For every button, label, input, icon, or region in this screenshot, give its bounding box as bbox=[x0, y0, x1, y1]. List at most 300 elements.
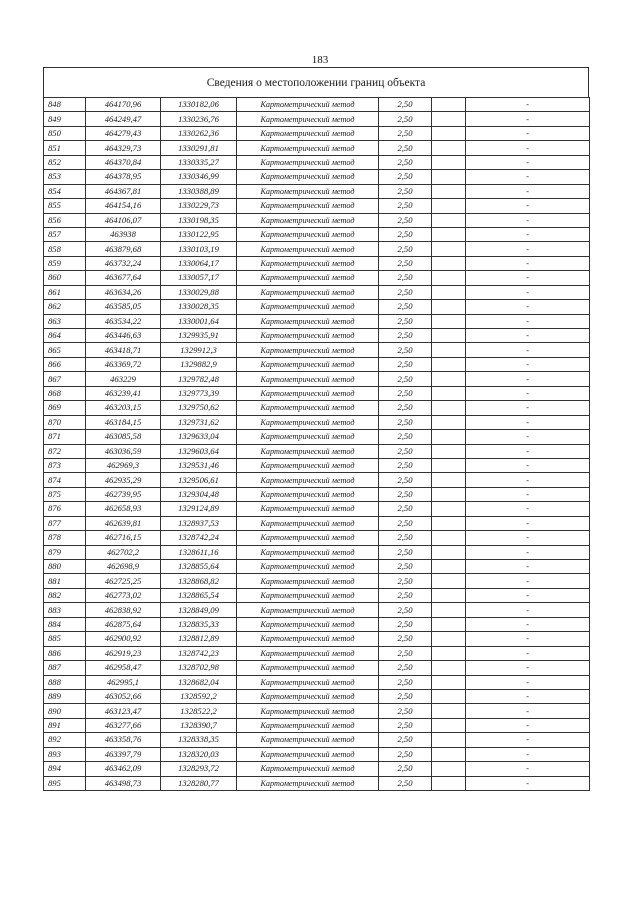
description-cell: - bbox=[466, 227, 590, 241]
y-coordinate-cell: 1330198,35 bbox=[161, 213, 237, 227]
description-cell: - bbox=[466, 747, 590, 761]
method-cell: Картометрический метод bbox=[237, 516, 379, 530]
point-number-cell: 885 bbox=[44, 632, 86, 646]
description-cell: - bbox=[466, 733, 590, 747]
description-cell: - bbox=[466, 516, 590, 530]
accuracy-cell: 2,50 bbox=[379, 776, 432, 790]
x-coordinate-cell: 463397,79 bbox=[86, 747, 161, 761]
empty-cell bbox=[432, 401, 466, 415]
accuracy-cell: 2,50 bbox=[379, 574, 432, 588]
accuracy-cell: 2,50 bbox=[379, 430, 432, 444]
description-cell: - bbox=[466, 372, 590, 386]
x-coordinate-cell: 464249,47 bbox=[86, 112, 161, 126]
y-coordinate-cell: 1329506,61 bbox=[161, 473, 237, 487]
coordinates-table bbox=[43, 97, 590, 791]
table-row bbox=[44, 430, 590, 444]
y-coordinate-cell: 1328682,04 bbox=[161, 675, 237, 689]
point-number-cell: 891 bbox=[44, 718, 86, 732]
x-coordinate-cell: 462716,15 bbox=[86, 531, 161, 545]
accuracy-cell: 2,50 bbox=[379, 314, 432, 328]
table-row bbox=[44, 747, 590, 761]
table-row bbox=[44, 458, 590, 472]
table-body bbox=[44, 98, 590, 791]
accuracy-cell: 2,50 bbox=[379, 285, 432, 299]
accuracy-cell: 2,50 bbox=[379, 473, 432, 487]
y-coordinate-cell: 1329935,91 bbox=[161, 329, 237, 343]
y-coordinate-cell: 1330028,35 bbox=[161, 300, 237, 314]
table-heading bbox=[43, 67, 589, 98]
accuracy-cell: 2,50 bbox=[379, 126, 432, 140]
x-coordinate-cell: 462995,1 bbox=[86, 675, 161, 689]
y-coordinate-cell: 1330335,27 bbox=[161, 155, 237, 169]
method-cell: Картометрический метод bbox=[237, 300, 379, 314]
method-cell: Картометрический метод bbox=[237, 256, 379, 270]
table-row bbox=[44, 126, 590, 140]
table-heading-text: Сведения о местоположении границ объекта bbox=[206, 76, 426, 89]
method-cell: Картометрический метод bbox=[237, 314, 379, 328]
method-cell: Картометрический метод bbox=[237, 415, 379, 429]
point-number-cell: 866 bbox=[44, 357, 86, 371]
point-number-cell: 854 bbox=[44, 184, 86, 198]
table-row bbox=[44, 603, 590, 617]
table-row bbox=[44, 213, 590, 227]
y-coordinate-cell: 1328855,64 bbox=[161, 560, 237, 574]
y-coordinate-cell: 1330388,89 bbox=[161, 184, 237, 198]
empty-cell bbox=[432, 415, 466, 429]
x-coordinate-cell: 463634,26 bbox=[86, 285, 161, 299]
x-coordinate-cell: 462919,23 bbox=[86, 646, 161, 660]
y-coordinate-cell: 1329731,62 bbox=[161, 415, 237, 429]
empty-cell bbox=[432, 661, 466, 675]
point-number-cell: 851 bbox=[44, 141, 86, 155]
description-cell: - bbox=[466, 762, 590, 776]
table-row bbox=[44, 401, 590, 415]
accuracy-cell: 2,50 bbox=[379, 646, 432, 660]
table-row bbox=[44, 199, 590, 213]
method-cell: Картометрический метод bbox=[237, 473, 379, 487]
y-coordinate-cell: 1328812,89 bbox=[161, 632, 237, 646]
x-coordinate-cell: 463369,72 bbox=[86, 357, 161, 371]
accuracy-cell: 2,50 bbox=[379, 560, 432, 574]
empty-cell bbox=[432, 733, 466, 747]
boundary-table-sheet bbox=[43, 67, 589, 791]
accuracy-cell: 2,50 bbox=[379, 762, 432, 776]
description-cell: - bbox=[466, 213, 590, 227]
y-coordinate-cell: 1328522,2 bbox=[161, 704, 237, 718]
point-number-cell: 879 bbox=[44, 545, 86, 559]
accuracy-cell: 2,50 bbox=[379, 516, 432, 530]
empty-cell bbox=[432, 689, 466, 703]
y-coordinate-cell: 1330182,06 bbox=[161, 98, 237, 112]
point-number-cell: 856 bbox=[44, 213, 86, 227]
table-row bbox=[44, 227, 590, 241]
x-coordinate-cell: 463239,41 bbox=[86, 386, 161, 400]
empty-cell bbox=[432, 531, 466, 545]
description-cell: - bbox=[466, 242, 590, 256]
accuracy-cell: 2,50 bbox=[379, 588, 432, 602]
x-coordinate-cell: 462639,81 bbox=[86, 516, 161, 530]
method-cell: Картометрический метод bbox=[237, 646, 379, 660]
accuracy-cell: 2,50 bbox=[379, 256, 432, 270]
x-coordinate-cell: 463358,76 bbox=[86, 733, 161, 747]
accuracy-cell: 2,50 bbox=[379, 184, 432, 198]
y-coordinate-cell: 1330262,36 bbox=[161, 126, 237, 140]
y-coordinate-cell: 1328293,72 bbox=[161, 762, 237, 776]
x-coordinate-cell: 462969,3 bbox=[86, 458, 161, 472]
table-row bbox=[44, 502, 590, 516]
x-coordinate-cell: 463585,05 bbox=[86, 300, 161, 314]
y-coordinate-cell: 1328611,16 bbox=[161, 545, 237, 559]
point-number-cell: 887 bbox=[44, 661, 86, 675]
point-number-cell: 880 bbox=[44, 560, 86, 574]
description-cell: - bbox=[466, 184, 590, 198]
accuracy-cell: 2,50 bbox=[379, 329, 432, 343]
x-coordinate-cell: 462838,92 bbox=[86, 603, 161, 617]
description-cell: - bbox=[466, 603, 590, 617]
accuracy-cell: 2,50 bbox=[379, 747, 432, 761]
empty-cell bbox=[432, 718, 466, 732]
table-row bbox=[44, 733, 590, 747]
description-cell: - bbox=[466, 487, 590, 501]
method-cell: Картометрический метод bbox=[237, 271, 379, 285]
empty-cell bbox=[432, 126, 466, 140]
empty-cell bbox=[432, 646, 466, 660]
accuracy-cell: 2,50 bbox=[379, 617, 432, 631]
point-number-cell: 853 bbox=[44, 170, 86, 184]
method-cell: Картометрический метод bbox=[237, 444, 379, 458]
empty-cell bbox=[432, 372, 466, 386]
empty-cell bbox=[432, 545, 466, 559]
table-row bbox=[44, 155, 590, 169]
table-row bbox=[44, 386, 590, 400]
method-cell: Картометрический метод bbox=[237, 357, 379, 371]
x-coordinate-cell: 462900,92 bbox=[86, 632, 161, 646]
y-coordinate-cell: 1329633,04 bbox=[161, 430, 237, 444]
method-cell: Картометрический метод bbox=[237, 689, 379, 703]
empty-cell bbox=[432, 184, 466, 198]
table-row bbox=[44, 487, 590, 501]
empty-cell bbox=[432, 98, 466, 112]
y-coordinate-cell: 1328742,24 bbox=[161, 531, 237, 545]
accuracy-cell: 2,50 bbox=[379, 242, 432, 256]
table-row bbox=[44, 516, 590, 530]
y-coordinate-cell: 1329124,89 bbox=[161, 502, 237, 516]
method-cell: Картометрический метод bbox=[237, 213, 379, 227]
y-coordinate-cell: 1330229,73 bbox=[161, 199, 237, 213]
x-coordinate-cell: 463732,24 bbox=[86, 256, 161, 270]
point-number-cell: 850 bbox=[44, 126, 86, 140]
empty-cell bbox=[432, 617, 466, 631]
y-coordinate-cell: 1329882,9 bbox=[161, 357, 237, 371]
x-coordinate-cell: 463229 bbox=[86, 372, 161, 386]
method-cell: Картометрический метод bbox=[237, 747, 379, 761]
accuracy-cell: 2,50 bbox=[379, 357, 432, 371]
accuracy-cell: 2,50 bbox=[379, 632, 432, 646]
point-number-cell: 875 bbox=[44, 487, 86, 501]
x-coordinate-cell: 462658,93 bbox=[86, 502, 161, 516]
point-number-cell: 871 bbox=[44, 430, 86, 444]
y-coordinate-cell: 1328849,09 bbox=[161, 603, 237, 617]
method-cell: Картометрический метод bbox=[237, 617, 379, 631]
method-cell: Картометрический метод bbox=[237, 372, 379, 386]
description-cell: - bbox=[466, 415, 590, 429]
description-cell: - bbox=[466, 357, 590, 371]
table-row bbox=[44, 343, 590, 357]
x-coordinate-cell: 464279,43 bbox=[86, 126, 161, 140]
table-row bbox=[44, 329, 590, 343]
method-cell: Картометрический метод bbox=[237, 343, 379, 357]
method-cell: Картометрический метод bbox=[237, 762, 379, 776]
table-row bbox=[44, 256, 590, 270]
description-cell: - bbox=[466, 155, 590, 169]
x-coordinate-cell: 464106,07 bbox=[86, 213, 161, 227]
y-coordinate-cell: 1330103,19 bbox=[161, 242, 237, 256]
point-number-cell: 882 bbox=[44, 588, 86, 602]
y-coordinate-cell: 1328742,23 bbox=[161, 646, 237, 660]
y-coordinate-cell: 1328592,2 bbox=[161, 689, 237, 703]
method-cell: Картометрический метод bbox=[237, 560, 379, 574]
x-coordinate-cell: 464154,16 bbox=[86, 199, 161, 213]
point-number-cell: 872 bbox=[44, 444, 86, 458]
description-cell: - bbox=[466, 617, 590, 631]
x-coordinate-cell: 463446,63 bbox=[86, 329, 161, 343]
description-cell: - bbox=[466, 574, 590, 588]
point-number-cell: 867 bbox=[44, 372, 86, 386]
empty-cell bbox=[432, 516, 466, 530]
table-row bbox=[44, 704, 590, 718]
x-coordinate-cell: 463184,15 bbox=[86, 415, 161, 429]
y-coordinate-cell: 1328865,54 bbox=[161, 588, 237, 602]
table-row bbox=[44, 588, 590, 602]
empty-cell bbox=[432, 603, 466, 617]
table-row bbox=[44, 675, 590, 689]
point-number-cell: 869 bbox=[44, 401, 86, 415]
point-number-cell: 890 bbox=[44, 704, 86, 718]
y-coordinate-cell: 1328835,33 bbox=[161, 617, 237, 631]
y-coordinate-cell: 1329304,48 bbox=[161, 487, 237, 501]
method-cell: Картометрический метод bbox=[237, 502, 379, 516]
description-cell: - bbox=[466, 704, 590, 718]
y-coordinate-cell: 1330291,81 bbox=[161, 141, 237, 155]
table-row bbox=[44, 285, 590, 299]
point-number-cell: 862 bbox=[44, 300, 86, 314]
description-cell: - bbox=[466, 776, 590, 790]
table-row bbox=[44, 560, 590, 574]
point-number-cell: 893 bbox=[44, 747, 86, 761]
empty-cell bbox=[432, 227, 466, 241]
method-cell: Картометрический метод bbox=[237, 545, 379, 559]
point-number-cell: 894 bbox=[44, 762, 86, 776]
y-coordinate-cell: 1328868,82 bbox=[161, 574, 237, 588]
x-coordinate-cell: 464367,81 bbox=[86, 184, 161, 198]
empty-cell bbox=[432, 386, 466, 400]
description-cell: - bbox=[466, 401, 590, 415]
x-coordinate-cell: 463036,59 bbox=[86, 444, 161, 458]
point-number-cell: 876 bbox=[44, 502, 86, 516]
table-row bbox=[44, 776, 590, 790]
table-row bbox=[44, 444, 590, 458]
y-coordinate-cell: 1328937,53 bbox=[161, 516, 237, 530]
accuracy-cell: 2,50 bbox=[379, 170, 432, 184]
point-number-cell: 863 bbox=[44, 314, 86, 328]
x-coordinate-cell: 464370,84 bbox=[86, 155, 161, 169]
method-cell: Картометрический метод bbox=[237, 199, 379, 213]
point-number-cell: 849 bbox=[44, 112, 86, 126]
method-cell: Картометрический метод bbox=[237, 661, 379, 675]
method-cell: Картометрический метод bbox=[237, 531, 379, 545]
empty-cell bbox=[432, 271, 466, 285]
table-row bbox=[44, 184, 590, 198]
table-row bbox=[44, 545, 590, 559]
empty-cell bbox=[432, 776, 466, 790]
method-cell: Картометрический метод bbox=[237, 227, 379, 241]
empty-cell bbox=[432, 632, 466, 646]
empty-cell bbox=[432, 242, 466, 256]
y-coordinate-cell: 1329773,39 bbox=[161, 386, 237, 400]
method-cell: Картометрический метод bbox=[237, 603, 379, 617]
description-cell: - bbox=[466, 444, 590, 458]
empty-cell bbox=[432, 675, 466, 689]
accuracy-cell: 2,50 bbox=[379, 733, 432, 747]
empty-cell bbox=[432, 762, 466, 776]
accuracy-cell: 2,50 bbox=[379, 531, 432, 545]
empty-cell bbox=[432, 588, 466, 602]
x-coordinate-cell: 463418,71 bbox=[86, 343, 161, 357]
description-cell: - bbox=[466, 285, 590, 299]
y-coordinate-cell: 1329750,62 bbox=[161, 401, 237, 415]
method-cell: Картометрический метод bbox=[237, 733, 379, 747]
description-cell: - bbox=[466, 531, 590, 545]
empty-cell bbox=[432, 213, 466, 227]
empty-cell bbox=[432, 458, 466, 472]
y-coordinate-cell: 1330001,64 bbox=[161, 314, 237, 328]
accuracy-cell: 2,50 bbox=[379, 213, 432, 227]
empty-cell bbox=[432, 170, 466, 184]
x-coordinate-cell: 463123,47 bbox=[86, 704, 161, 718]
description-cell: - bbox=[466, 199, 590, 213]
accuracy-cell: 2,50 bbox=[379, 458, 432, 472]
description-cell: - bbox=[466, 718, 590, 732]
x-coordinate-cell: 462698,9 bbox=[86, 560, 161, 574]
y-coordinate-cell: 1329782,48 bbox=[161, 372, 237, 386]
description-cell: - bbox=[466, 588, 590, 602]
method-cell: Картометрический метод bbox=[237, 487, 379, 501]
accuracy-cell: 2,50 bbox=[379, 718, 432, 732]
table-row bbox=[44, 646, 590, 660]
table-row bbox=[44, 242, 590, 256]
y-coordinate-cell: 1328320,03 bbox=[161, 747, 237, 761]
y-coordinate-cell: 1328702,98 bbox=[161, 661, 237, 675]
accuracy-cell: 2,50 bbox=[379, 112, 432, 126]
table-row bbox=[44, 632, 590, 646]
description-cell: - bbox=[466, 386, 590, 400]
table-row bbox=[44, 98, 590, 112]
description-cell: - bbox=[466, 502, 590, 516]
method-cell: Картометрический метод bbox=[237, 704, 379, 718]
empty-cell bbox=[432, 141, 466, 155]
description-cell: - bbox=[466, 689, 590, 703]
x-coordinate-cell: 463534,22 bbox=[86, 314, 161, 328]
method-cell: Картометрический метод bbox=[237, 430, 379, 444]
point-number-cell: 857 bbox=[44, 227, 86, 241]
description-cell: - bbox=[466, 141, 590, 155]
accuracy-cell: 2,50 bbox=[379, 704, 432, 718]
y-coordinate-cell: 1328338,35 bbox=[161, 733, 237, 747]
description-cell: - bbox=[466, 329, 590, 343]
empty-cell bbox=[432, 487, 466, 501]
accuracy-cell: 2,50 bbox=[379, 502, 432, 516]
empty-cell bbox=[432, 473, 466, 487]
method-cell: Картометрический метод bbox=[237, 242, 379, 256]
y-coordinate-cell: 1330236,76 bbox=[161, 112, 237, 126]
table-row bbox=[44, 473, 590, 487]
point-number-cell: 861 bbox=[44, 285, 86, 299]
empty-cell bbox=[432, 112, 466, 126]
method-cell: Картометрический метод bbox=[237, 126, 379, 140]
table-row bbox=[44, 689, 590, 703]
description-cell: - bbox=[466, 170, 590, 184]
description-cell: - bbox=[466, 473, 590, 487]
description-cell: - bbox=[466, 560, 590, 574]
x-coordinate-cell: 463203,15 bbox=[86, 401, 161, 415]
empty-cell bbox=[432, 256, 466, 270]
x-coordinate-cell: 463052,66 bbox=[86, 689, 161, 703]
empty-cell bbox=[432, 444, 466, 458]
table-row bbox=[44, 112, 590, 126]
x-coordinate-cell: 463462,09 bbox=[86, 762, 161, 776]
x-coordinate-cell: 463498,73 bbox=[86, 776, 161, 790]
method-cell: Картометрический метод bbox=[237, 401, 379, 415]
accuracy-cell: 2,50 bbox=[379, 386, 432, 400]
point-number-cell: 868 bbox=[44, 386, 86, 400]
description-cell: - bbox=[466, 675, 590, 689]
table-row bbox=[44, 661, 590, 675]
method-cell: Картометрический метод bbox=[237, 718, 379, 732]
x-coordinate-cell: 463938 bbox=[86, 227, 161, 241]
accuracy-cell: 2,50 bbox=[379, 603, 432, 617]
y-coordinate-cell: 1328280,77 bbox=[161, 776, 237, 790]
point-number-cell: 852 bbox=[44, 155, 86, 169]
accuracy-cell: 2,50 bbox=[379, 300, 432, 314]
method-cell: Картометрический метод bbox=[237, 588, 379, 602]
accuracy-cell: 2,50 bbox=[379, 98, 432, 112]
table-row bbox=[44, 574, 590, 588]
table-row bbox=[44, 762, 590, 776]
description-cell: - bbox=[466, 314, 590, 328]
method-cell: Картометрический метод bbox=[237, 141, 379, 155]
page-number: 183 bbox=[311, 54, 329, 66]
empty-cell bbox=[432, 300, 466, 314]
point-number-cell: 877 bbox=[44, 516, 86, 530]
x-coordinate-cell: 463677,64 bbox=[86, 271, 161, 285]
empty-cell bbox=[432, 199, 466, 213]
point-number-cell: 886 bbox=[44, 646, 86, 660]
empty-cell bbox=[432, 502, 466, 516]
table-row bbox=[44, 271, 590, 285]
x-coordinate-cell: 464378,95 bbox=[86, 170, 161, 184]
empty-cell bbox=[432, 329, 466, 343]
method-cell: Картометрический метод bbox=[237, 458, 379, 472]
empty-cell bbox=[432, 747, 466, 761]
accuracy-cell: 2,50 bbox=[379, 487, 432, 501]
point-number-cell: 889 bbox=[44, 689, 86, 703]
method-cell: Картометрический метод bbox=[237, 285, 379, 299]
y-coordinate-cell: 1329531,46 bbox=[161, 458, 237, 472]
table-row bbox=[44, 718, 590, 732]
description-cell: - bbox=[466, 646, 590, 660]
accuracy-cell: 2,50 bbox=[379, 661, 432, 675]
x-coordinate-cell: 462739,95 bbox=[86, 487, 161, 501]
